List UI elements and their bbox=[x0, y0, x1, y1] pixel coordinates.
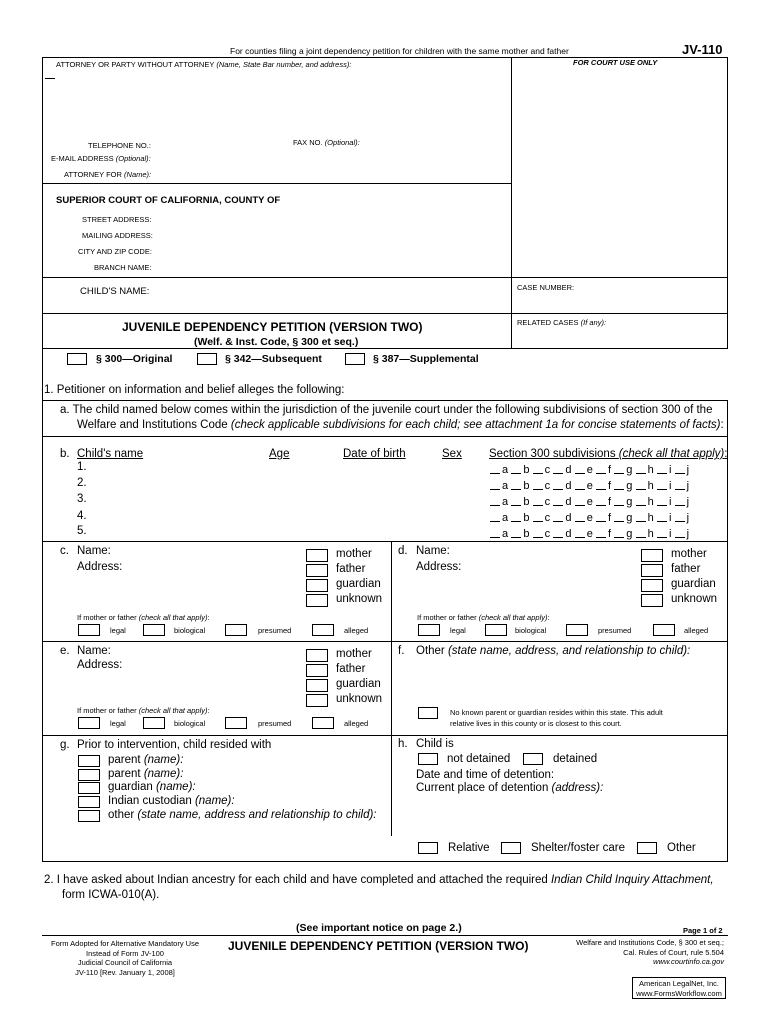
subdivision-letter: c bbox=[544, 512, 551, 524]
subdivision-letter: c bbox=[544, 496, 551, 508]
c-biological-label: biological bbox=[174, 626, 206, 635]
g-option-checkbox[interactable] bbox=[78, 810, 100, 822]
subdivision-a-checkbox[interactable] bbox=[490, 480, 508, 492]
subdivision-letter: e bbox=[586, 512, 594, 524]
subdivision-letter: f bbox=[608, 528, 612, 540]
footer-title: JUVENILE DEPENDENCY PETITION (VERSION TWO) bbox=[228, 939, 529, 953]
d-if-mother-father: If mother or father (check all that apply): bbox=[417, 613, 550, 622]
subdivision-letter: j bbox=[686, 496, 690, 508]
subdivision-g-checkbox[interactable] bbox=[614, 512, 632, 524]
subdivision-letter: e bbox=[586, 480, 594, 492]
d-guardian-checkbox[interactable] bbox=[641, 579, 663, 592]
g-option-label: other (state name, address and relationship to child): bbox=[108, 809, 377, 821]
detained-label: detained bbox=[553, 753, 598, 765]
item-d-label: d. bbox=[398, 545, 408, 557]
subdivision-letter: d bbox=[565, 496, 572, 508]
item2-line1: 2. I have asked about Indian ancestry for each child and have completed and attached the required Indian Child Inquiry Attachment, bbox=[44, 874, 714, 886]
d-mother-label: mother bbox=[671, 548, 707, 560]
e-legal-checkbox[interactable] bbox=[78, 717, 100, 729]
no-parent-line1: No known parent or guardian resides within this state. This adult bbox=[450, 708, 663, 717]
subdivision-letter: d bbox=[565, 528, 572, 540]
subdivision-letter: c bbox=[544, 464, 551, 476]
item-g-heading: Prior to intervention, child resided with bbox=[77, 739, 272, 751]
supplemental-label: § 387—Supplemental bbox=[373, 353, 479, 365]
subdivision-letter: b bbox=[523, 528, 530, 540]
subdivision-g-checkbox[interactable] bbox=[614, 496, 632, 508]
d-presumed-label: presumed bbox=[598, 626, 632, 635]
c-name-label: Name: bbox=[77, 545, 111, 557]
c-address-label: Address: bbox=[77, 561, 123, 573]
subdivision-row bbox=[490, 512, 689, 524]
subdivision-letter: h bbox=[647, 528, 654, 540]
form-title: JUVENILE DEPENDENCY PETITION (VERSION TWO) bbox=[122, 320, 423, 334]
d-mother-checkbox[interactable] bbox=[641, 549, 663, 562]
subdivision-g-checkbox[interactable] bbox=[614, 464, 632, 476]
subdivision-letter: b bbox=[523, 496, 530, 508]
subdivision-h-checkbox[interactable] bbox=[636, 464, 654, 476]
original-label: § 300—Original bbox=[96, 353, 173, 365]
e-address-label: Address: bbox=[77, 659, 123, 671]
child-row-number: 5. bbox=[77, 525, 87, 537]
subdivision-f-checkbox[interactable] bbox=[596, 512, 611, 524]
subdivision-e-checkbox[interactable] bbox=[575, 496, 593, 508]
e-unknown-label: unknown bbox=[336, 693, 383, 705]
d-guardian-label: guardian bbox=[671, 578, 716, 590]
subdivision-letter: i bbox=[668, 528, 672, 540]
c-father-checkbox[interactable] bbox=[306, 564, 328, 577]
child-row-number: 3. bbox=[77, 493, 87, 505]
original-checkbox[interactable] bbox=[67, 353, 87, 365]
c-alleged-label: alleged bbox=[344, 626, 369, 635]
c-presumed-label: presumed bbox=[258, 626, 292, 635]
subdivision-letter: i bbox=[668, 496, 672, 508]
subdivision-d-checkbox[interactable] bbox=[553, 528, 571, 540]
telephone-label: TELEPHONE NO.: bbox=[88, 141, 151, 150]
d-address-label: Address: bbox=[416, 561, 462, 573]
d-biological-checkbox[interactable] bbox=[485, 624, 507, 636]
subdivision-h-checkbox[interactable] bbox=[636, 480, 654, 492]
subdivision-i-checkbox[interactable] bbox=[657, 480, 672, 492]
related-cases-label: RELATED CASES (If any): bbox=[517, 318, 607, 327]
subdivision-letter: i bbox=[668, 480, 672, 492]
e-guardian-label: guardian bbox=[336, 678, 381, 690]
subdivision-row bbox=[490, 528, 689, 540]
subdivision-letter: g bbox=[626, 464, 633, 476]
subdivision-letter: a bbox=[502, 464, 509, 476]
e-unknown-checkbox[interactable] bbox=[306, 694, 328, 707]
e-mother-label: mother bbox=[336, 648, 372, 660]
c-guardian-label: guardian bbox=[336, 578, 381, 590]
subdivision-row bbox=[490, 496, 689, 508]
header-note: For counties filing a joint dependency petition for children with the same mother and father bbox=[230, 46, 569, 56]
d-legal-checkbox[interactable] bbox=[418, 624, 440, 636]
col-sex: Sex bbox=[442, 448, 462, 460]
subdivision-letter: e bbox=[586, 528, 594, 540]
subdivision-i-checkbox[interactable] bbox=[657, 528, 672, 540]
c-guardian-checkbox[interactable] bbox=[306, 579, 328, 592]
city-zip-label: CITY AND ZIP CODE: bbox=[78, 247, 152, 256]
item-f-text: Other (state name, address, and relationship to child): bbox=[416, 645, 691, 657]
g-option-label: parent (name): bbox=[108, 768, 184, 780]
subdivision-letter: a bbox=[502, 528, 509, 540]
item-h-heading: Child is bbox=[416, 738, 454, 750]
d-alleged-label: alleged bbox=[684, 626, 709, 635]
fax-label: FAX NO. (Optional): bbox=[293, 138, 360, 147]
subdivision-letter: j bbox=[686, 528, 690, 540]
no-known-parent-checkbox[interactable] bbox=[418, 707, 438, 719]
d-presumed-checkbox[interactable] bbox=[566, 624, 588, 636]
g-option-checkbox[interactable] bbox=[78, 796, 100, 808]
other-placement-label: Other bbox=[667, 842, 696, 854]
e-presumed-checkbox[interactable] bbox=[225, 717, 247, 729]
item1a-line1: a. The child named below comes within the jurisdiction of the juvenile court under the following subdivisions of section 300 of the bbox=[60, 404, 713, 416]
d-father-label: father bbox=[671, 563, 701, 575]
detention-datetime-label: Date and time of detention: bbox=[416, 769, 555, 781]
c-alleged-checkbox[interactable] bbox=[312, 624, 334, 636]
subdivision-j-checkbox[interactable] bbox=[675, 464, 690, 476]
page-number: Page 1 of 2 bbox=[683, 926, 723, 935]
subdivision-letter: e bbox=[586, 496, 594, 508]
col-section: Section 300 subdivisions (check all that apply): bbox=[489, 448, 728, 460]
detention-place-label: Current place of detention (address): bbox=[416, 782, 604, 794]
subdivision-b-checkbox[interactable] bbox=[511, 496, 529, 508]
subdivision-letter: h bbox=[647, 464, 654, 476]
subdivision-f-checkbox[interactable] bbox=[596, 480, 611, 492]
c-if-mother-father: If mother or father (check all that apply): bbox=[77, 613, 210, 622]
c-presumed-checkbox[interactable] bbox=[225, 624, 247, 636]
e-presumed-label: presumed bbox=[258, 719, 292, 728]
subdivision-i-checkbox[interactable] bbox=[657, 512, 672, 524]
attorney-label: ATTORNEY OR PARTY WITHOUT ATTORNEY (Name, State Bar number, and address): bbox=[56, 60, 352, 69]
subdivision-letter: j bbox=[686, 512, 690, 524]
subdivision-b-checkbox[interactable] bbox=[511, 464, 529, 476]
g-option-checkbox[interactable] bbox=[78, 769, 100, 781]
relative-checkbox[interactable] bbox=[418, 842, 438, 854]
c-legal-checkbox[interactable] bbox=[78, 624, 100, 636]
subdivision-letter: b bbox=[523, 464, 530, 476]
subdivision-letter: g bbox=[626, 496, 633, 508]
subdivision-j-checkbox[interactable] bbox=[675, 528, 690, 540]
subdivision-e-checkbox[interactable] bbox=[575, 480, 593, 492]
subdivision-letter: h bbox=[647, 480, 654, 492]
subdivision-letter: c bbox=[544, 480, 551, 492]
subdivision-row bbox=[490, 464, 689, 476]
item-f-label: f. bbox=[398, 645, 405, 657]
subdivision-letter: f bbox=[608, 512, 612, 524]
subsequent-label: § 342—Subsequent bbox=[225, 353, 322, 365]
subdivision-b-checkbox[interactable] bbox=[511, 528, 529, 540]
e-guardian-checkbox[interactable] bbox=[306, 679, 328, 692]
subdivision-letter: b bbox=[523, 512, 530, 524]
subdivision-e-checkbox[interactable] bbox=[575, 528, 593, 540]
form-number: JV-110 bbox=[682, 42, 723, 57]
col-childs-name: Child's name bbox=[77, 448, 144, 460]
subdivision-letter: d bbox=[565, 464, 572, 476]
item1b-label: b. bbox=[60, 448, 70, 460]
subdivision-letter: i bbox=[668, 464, 672, 476]
subdivision-a-checkbox[interactable] bbox=[490, 512, 508, 524]
subdivision-d-checkbox[interactable] bbox=[553, 512, 571, 524]
subdivision-letter: h bbox=[647, 496, 654, 508]
subdivision-c-checkbox[interactable] bbox=[533, 464, 551, 476]
col-dob: Date of birth bbox=[343, 448, 406, 460]
item-c-label: c. bbox=[60, 545, 69, 557]
adoption-info: Form Adopted for Alternative Mandatory Use Instead of Form JV-100 Judicial Council of California JV-110 [Rev. January 1, 2008] bbox=[51, 939, 199, 977]
important-notice: (See important notice on page 2.) bbox=[296, 922, 462, 934]
g-option-label: parent (name): bbox=[108, 754, 184, 766]
supplemental-checkbox[interactable] bbox=[345, 353, 365, 365]
c-father-label: father bbox=[336, 563, 366, 575]
subdivision-letter: g bbox=[626, 528, 633, 540]
subdivision-letter: j bbox=[686, 464, 690, 476]
subdivision-letter: f bbox=[608, 464, 612, 476]
d-name-label: Name: bbox=[416, 545, 450, 557]
item1a-line2: Welfare and Institutions Code (check applicable subdivisions for each child; see attachment 1a for concise statements of facts): bbox=[77, 419, 724, 431]
c-biological-checkbox[interactable] bbox=[143, 624, 165, 636]
subdivision-c-checkbox[interactable] bbox=[533, 512, 551, 524]
subdivision-letter: d bbox=[565, 480, 572, 492]
c-legal-label: legal bbox=[110, 626, 126, 635]
childs-name-label: CHILD'S NAME: bbox=[80, 286, 150, 297]
subdivision-h-checkbox[interactable] bbox=[636, 512, 654, 524]
code-citation: Welfare and Institutions Code, § 300 et seq.; Cal. Rules of Court, rule 5.504 www.courtinfo.ca.gov bbox=[576, 938, 724, 966]
subdivision-a-checkbox[interactable] bbox=[490, 528, 508, 540]
court-use-label: FOR COURT USE ONLY bbox=[573, 58, 658, 67]
other-placement-checkbox[interactable] bbox=[637, 842, 657, 854]
d-unknown-label: unknown bbox=[671, 593, 718, 605]
shelter-checkbox[interactable] bbox=[501, 842, 521, 854]
subdivision-i-checkbox[interactable] bbox=[657, 464, 672, 476]
d-unknown-checkbox[interactable] bbox=[641, 594, 663, 607]
mailing-address-label: MAILING ADDRESS: bbox=[82, 231, 153, 240]
g-option-label: Indian custodian (name): bbox=[108, 795, 235, 807]
subdivision-letter: d bbox=[565, 512, 572, 524]
e-name-label: Name: bbox=[77, 645, 111, 657]
not-detained-checkbox[interactable] bbox=[418, 753, 438, 765]
e-father-checkbox[interactable] bbox=[306, 664, 328, 677]
child-row-number: 1. bbox=[77, 461, 87, 473]
e-mother-checkbox[interactable] bbox=[306, 649, 328, 662]
not-detained-label: not detained bbox=[447, 753, 511, 765]
street-address-label: STREET ADDRESS: bbox=[82, 215, 152, 224]
subdivision-letter: c bbox=[544, 528, 551, 540]
subdivision-letter: a bbox=[502, 480, 509, 492]
item-e-label: e. bbox=[60, 645, 70, 657]
item1-intro: 1. Petitioner on information and belief alleges the following: bbox=[44, 384, 345, 396]
d-alleged-checkbox[interactable] bbox=[653, 624, 675, 636]
d-father-checkbox[interactable] bbox=[641, 564, 663, 577]
subdivision-e-checkbox[interactable] bbox=[575, 464, 593, 476]
subdivision-c-checkbox[interactable] bbox=[533, 528, 551, 540]
g-option-checkbox[interactable] bbox=[78, 782, 100, 794]
e-biological-checkbox[interactable] bbox=[143, 717, 165, 729]
subdivision-letter: b bbox=[523, 480, 530, 492]
subdivision-letter: g bbox=[626, 512, 633, 524]
no-parent-line2: relative lives in this county or is closest to this court. bbox=[450, 719, 622, 728]
subdivision-d-checkbox[interactable] bbox=[553, 480, 571, 492]
subdivision-b-checkbox[interactable] bbox=[511, 480, 529, 492]
subdivision-c-checkbox[interactable] bbox=[533, 496, 551, 508]
c-mother-label: mother bbox=[336, 548, 372, 560]
subdivision-j-checkbox[interactable] bbox=[675, 496, 690, 508]
subdivision-letter: h bbox=[647, 512, 654, 524]
e-alleged-label: alleged bbox=[344, 719, 369, 728]
c-unknown-label: unknown bbox=[336, 593, 383, 605]
subdivision-letter: j bbox=[686, 480, 690, 492]
c-mother-checkbox[interactable] bbox=[306, 549, 328, 562]
subdivision-letter: g bbox=[626, 480, 633, 492]
subdivision-row bbox=[490, 480, 689, 492]
subdivision-letter: f bbox=[608, 480, 612, 492]
subdivision-a-checkbox[interactable] bbox=[490, 464, 508, 476]
subdivision-letter: a bbox=[502, 496, 509, 508]
col-age: Age bbox=[269, 448, 290, 460]
child-row-number: 2. bbox=[77, 477, 87, 489]
attorney-for-label: ATTORNEY FOR (Name): bbox=[64, 170, 152, 179]
subdivision-f-checkbox[interactable] bbox=[596, 496, 611, 508]
g-option-checkbox[interactable] bbox=[78, 755, 100, 767]
branch-name-label: BRANCH NAME: bbox=[94, 263, 152, 272]
g-option-label: guardian (name): bbox=[108, 781, 196, 793]
subdivision-g-checkbox[interactable] bbox=[614, 480, 632, 492]
c-unknown-checkbox[interactable] bbox=[306, 594, 328, 607]
subdivision-letter: i bbox=[668, 512, 672, 524]
subdivision-letter: e bbox=[586, 464, 594, 476]
item2-line2: form ICWA-010(A). bbox=[62, 889, 160, 901]
subdivision-f-checkbox[interactable] bbox=[596, 528, 611, 540]
subdivision-j-checkbox[interactable] bbox=[675, 480, 690, 492]
subdivision-g-checkbox[interactable] bbox=[614, 528, 632, 540]
subdivision-d-checkbox[interactable] bbox=[553, 464, 571, 476]
subdivision-i-checkbox[interactable] bbox=[657, 496, 672, 508]
d-biological-label: biological bbox=[515, 626, 547, 635]
subdivision-h-checkbox[interactable] bbox=[636, 528, 654, 540]
subdivision-c-checkbox[interactable] bbox=[533, 480, 551, 492]
subdivision-h-checkbox[interactable] bbox=[636, 496, 654, 508]
case-number-label: CASE NUMBER: bbox=[517, 283, 575, 292]
subdivision-b-checkbox[interactable] bbox=[511, 512, 529, 524]
e-legal-label: legal bbox=[110, 719, 126, 728]
vendor-box: American LegalNet, Inc. www.FormsWorkflow.com bbox=[632, 977, 726, 999]
court-title: SUPERIOR COURT OF CALIFORNIA, COUNTY OF bbox=[56, 195, 281, 206]
d-legal-label: legal bbox=[450, 626, 466, 635]
shelter-label: Shelter/foster care bbox=[531, 842, 625, 854]
subdivision-a-checkbox[interactable] bbox=[490, 496, 508, 508]
subsequent-checkbox[interactable] bbox=[197, 353, 217, 365]
e-father-label: father bbox=[336, 663, 366, 675]
e-alleged-checkbox[interactable] bbox=[312, 717, 334, 729]
e-biological-label: biological bbox=[174, 719, 206, 728]
subdivision-f-checkbox[interactable] bbox=[596, 464, 611, 476]
item-h-label: h. bbox=[398, 738, 408, 750]
subdivision-e-checkbox[interactable] bbox=[575, 512, 593, 524]
subdivision-j-checkbox[interactable] bbox=[675, 512, 690, 524]
subdivision-d-checkbox[interactable] bbox=[553, 496, 571, 508]
form-subtitle: (Welf. & Inst. Code, § 300 et seq.) bbox=[194, 336, 359, 348]
e-if-mother-father: If mother or father (check all that apply): bbox=[77, 706, 210, 715]
subdivision-letter: f bbox=[608, 496, 612, 508]
detained-checkbox[interactable] bbox=[523, 753, 543, 765]
subdivision-letter: a bbox=[502, 512, 509, 524]
item-g-label: g. bbox=[60, 739, 70, 751]
relative-label: Relative bbox=[448, 842, 490, 854]
child-row-number: 4. bbox=[77, 510, 87, 522]
email-label: E-MAIL ADDRESS (Optional): bbox=[51, 154, 151, 163]
